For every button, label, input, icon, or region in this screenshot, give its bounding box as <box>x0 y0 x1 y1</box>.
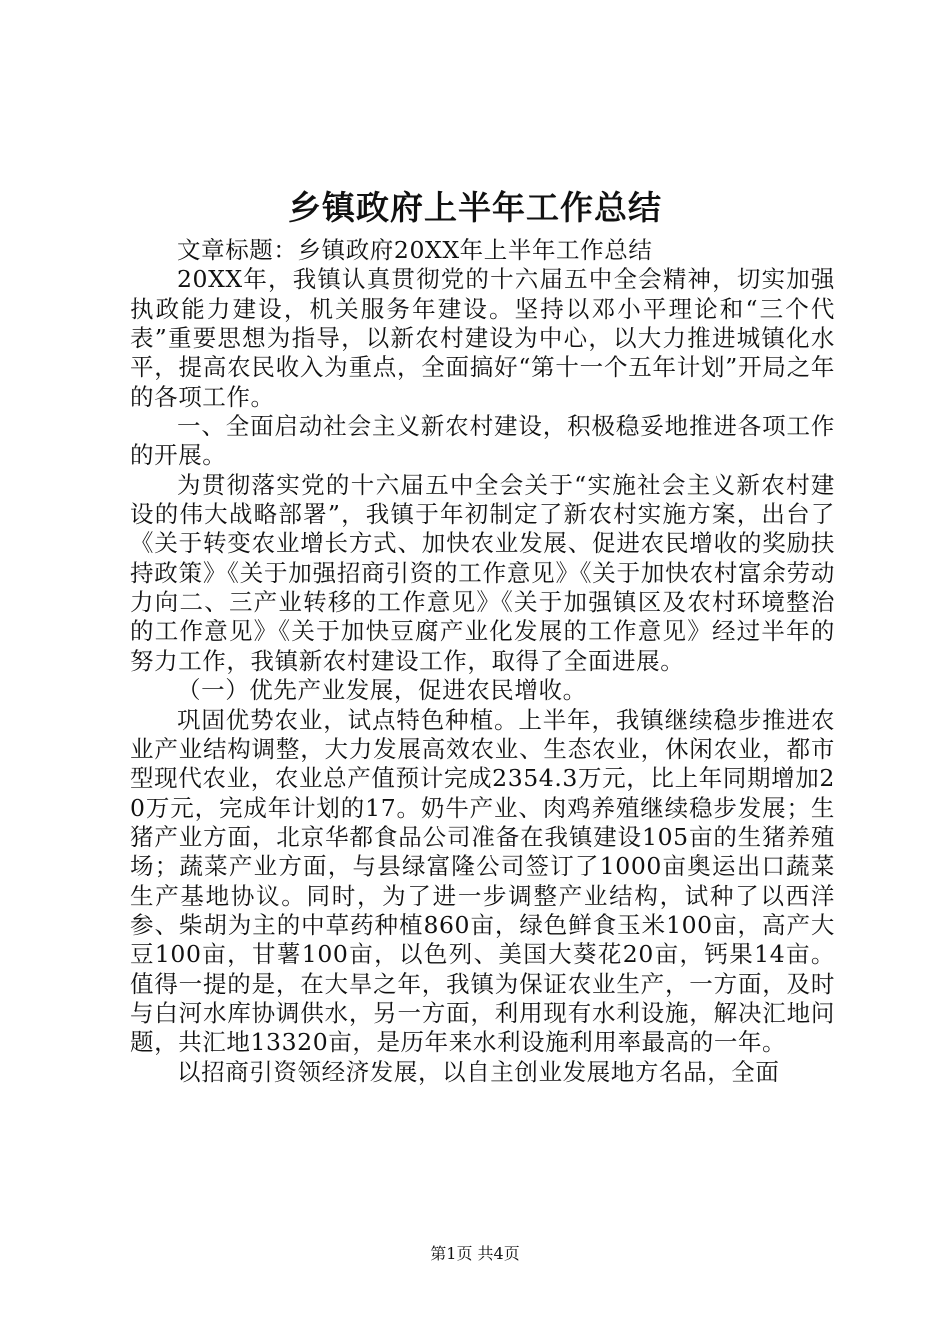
document-body <box>130 236 835 1087</box>
paragraph-intro: 20XX年，我镇认真贯彻党的十六届五中全会精神，切实加强执政能力建设，机关服务年建设。坚持以邓小平理论和“三个代表”重要思想为指导，以新农村建设为中心，以大力推进城镇化水平，提高农民收入为重点，全面搞好“第十一个五年计划”开局之年的各项工作。 <box>130 265 835 411</box>
subsection-heading-1: （一）优先产业发展，促进农民增收。 <box>177 676 587 705</box>
paragraph-policy: 为贯彻落实党的十六届五中全会关于“实施社会主义新农村建设的伟大战略部署”，我镇于年初制定了新农村实施方案，出台了《关于转变农业增长方式、加快农业发展、促进农民增收的奖励扶持政策》《关于加强招商引资的工作意见》《关于加快农村富余劳动力向二、三产业转移的工作意见》《关于加强镇区及农村环境整治的工作意见》《关于加快豆腐产业化发展的工作意见》经过半年的努力工作，我镇新农村建设工作，取得了全面进展。 <box>130 470 835 675</box>
document-title: 乡镇政府上半年工作总结 <box>288 188 662 227</box>
section-heading-1: 一、全面启动社会主义新农村建设，积极稳妥地推进各项工作的开展。 <box>130 412 835 470</box>
page-number-footer: 第1页 共4页 <box>430 1244 520 1263</box>
paragraph-agriculture: 巩固优势农业，试点特色种植。上半年，我镇继续稳步推进农业产业结构调整，大力发展高效农业、生态农业，休闲农业，都市型现代农业，农业总产值预计完成2354.3万元，比上年同期增加20万元，完成年计划的17。奶牛产业、肉鸡养殖继续稳步发展；生猪产业方面，北京华都食品公司准备在我镇建设105亩的生猪养殖场；蔬菜产业方面，与县绿富隆公司签订了1000亩奥运出口蔬菜生产基地协议。同时，为了进一步调整产业结构，试种了以西洋参、柴胡为主的中草药种植860亩，绿色鲜食玉米100亩，高产大豆100亩，甘薯100亩，以色列、美国大葵花20亩，钙果14亩。值得一提的是，在大旱之年，我镇为保证农业生产，一方面，及时与白河水库协调供水，另一方面，利用现有水利设施，解决汇地问题，共汇地13320亩，是历年来水利设施利用率最高的一年。 <box>130 705 835 1057</box>
article-title-line: 文章标题：乡镇政府20XX年上半年工作总结 <box>177 236 653 264</box>
paragraph-investment: 以招商引资领经济发展，以自主创业发展地方名品，全面 <box>177 1057 780 1086</box>
